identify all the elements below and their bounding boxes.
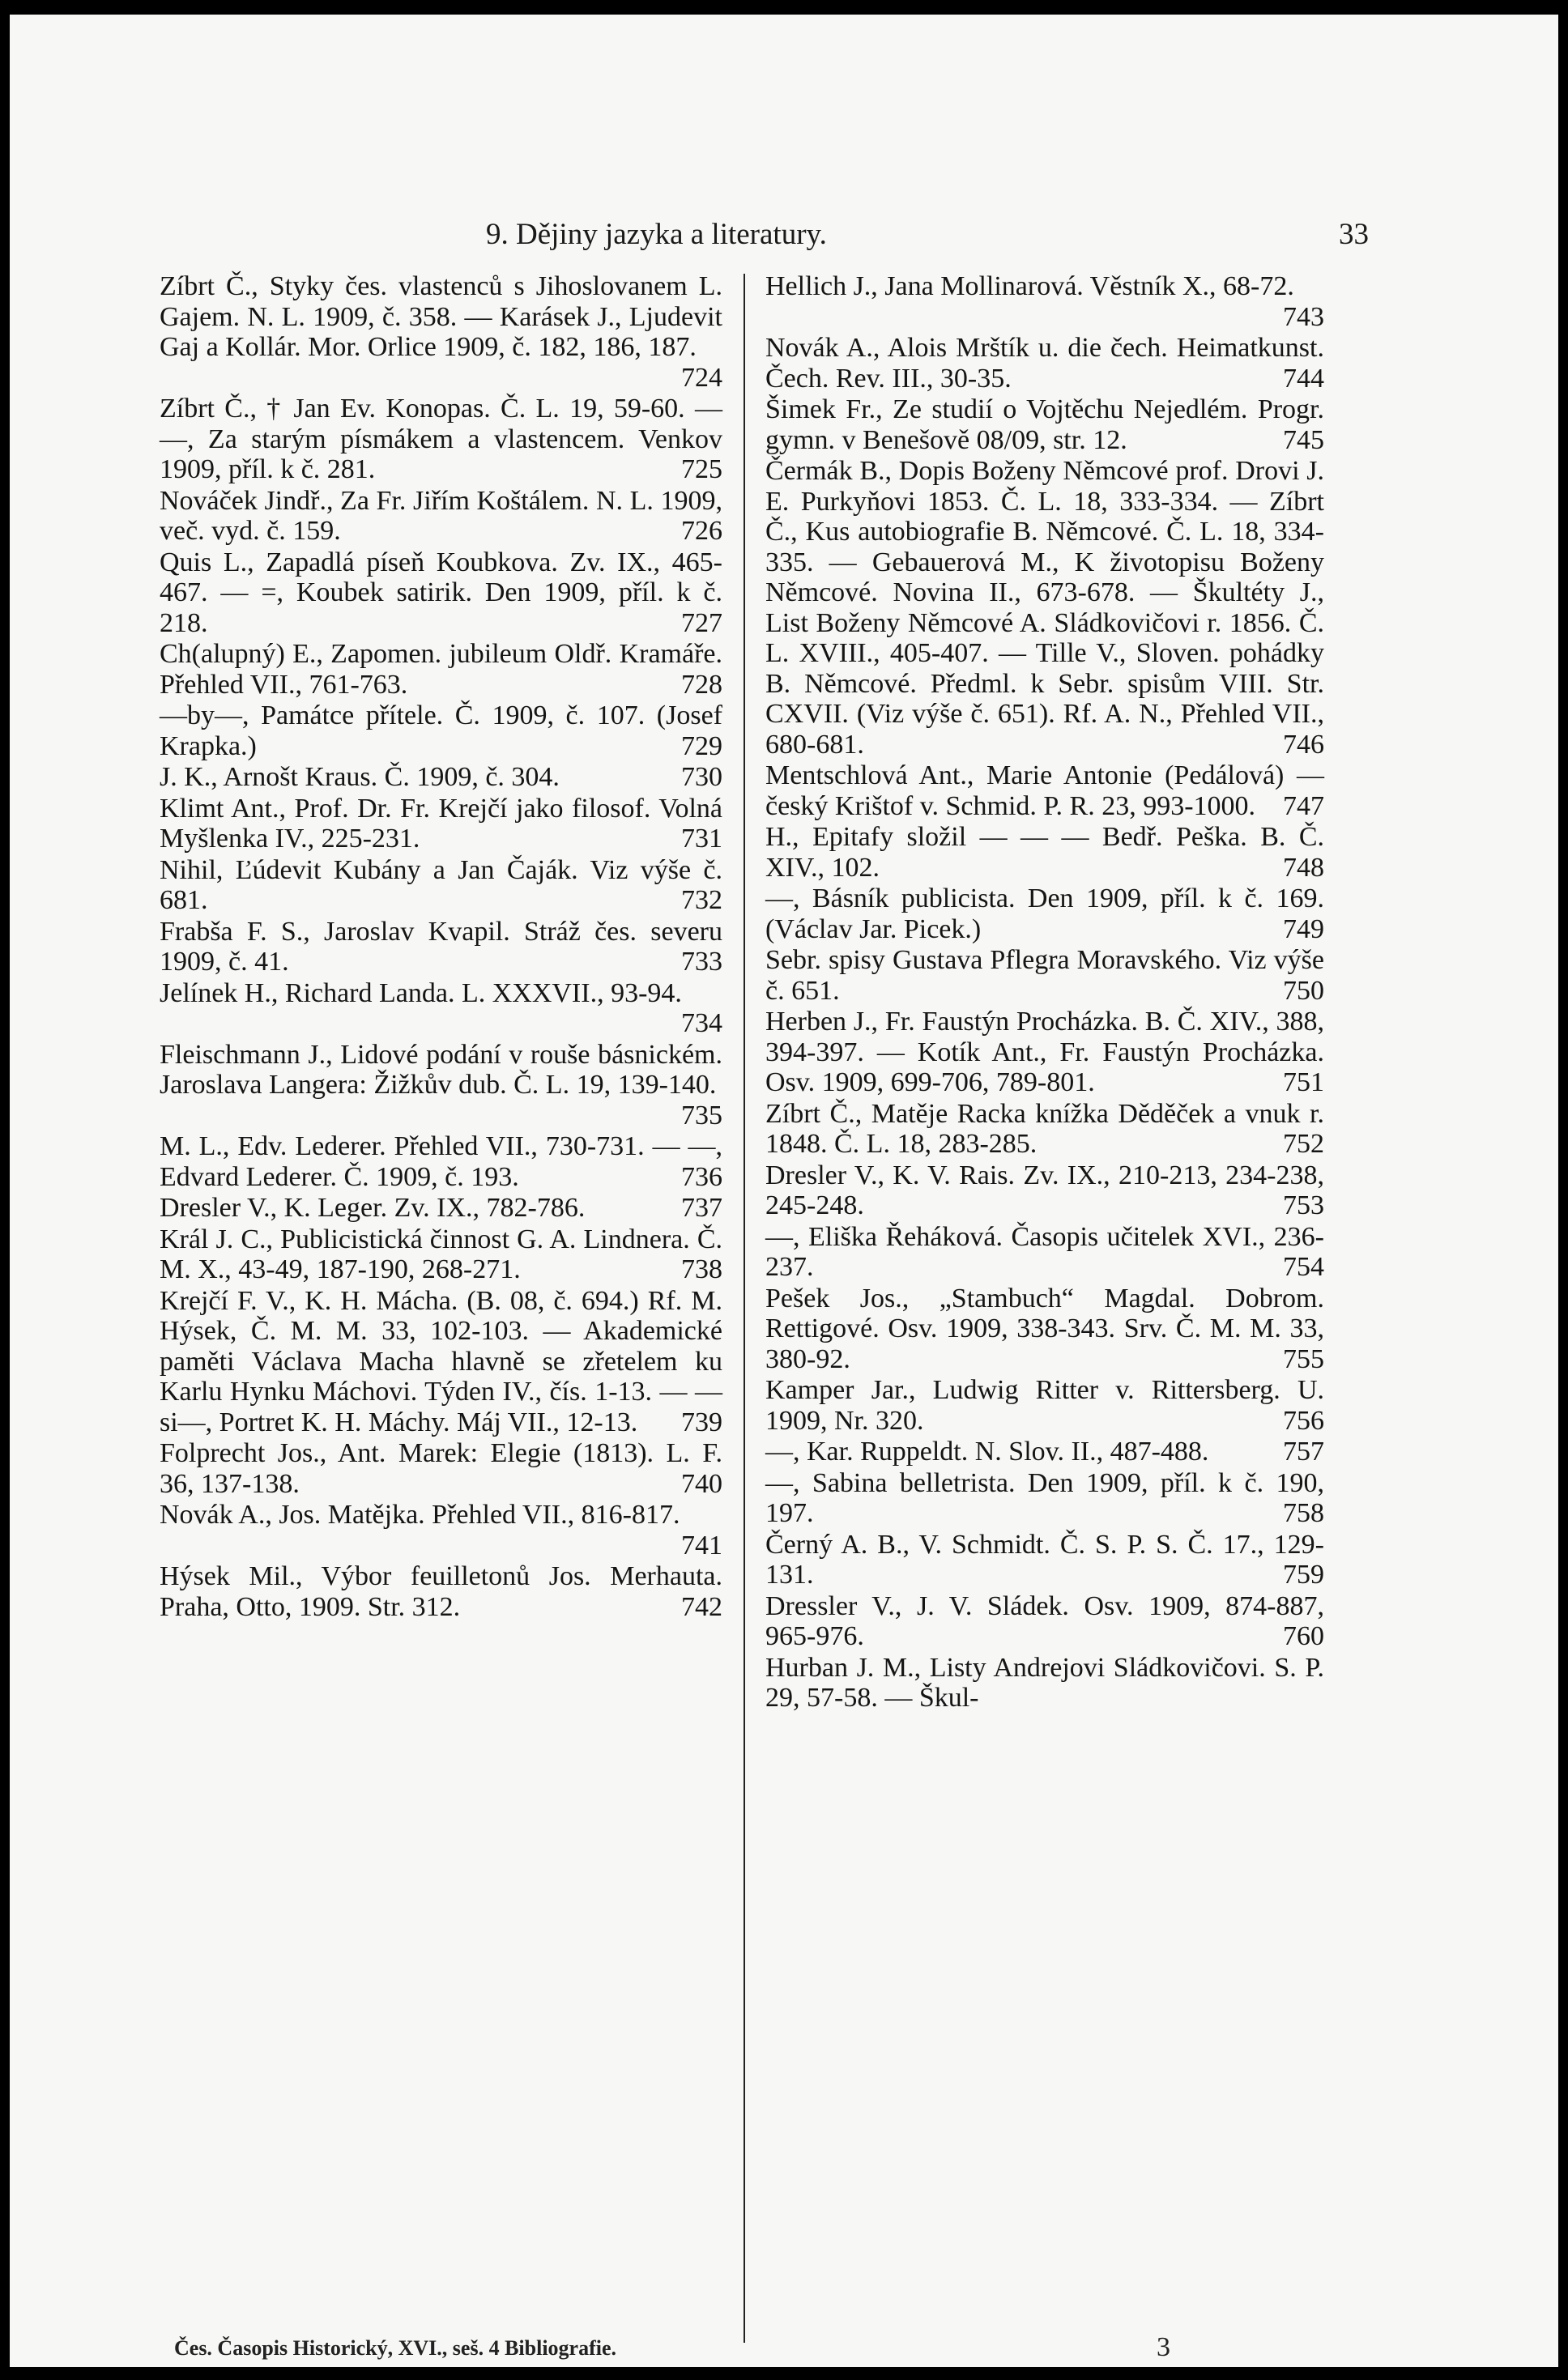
bibliography-entry [160, 1438, 722, 1499]
entry-number: 758 [1283, 1498, 1324, 1528]
entry-text: Ch(alupný) E., Zapomen. jubileum Oldř. Kramáře. Přehled VII., 761-763. [160, 639, 722, 700]
entry-number: 724 [681, 362, 722, 393]
page-number: 33 [1339, 218, 1369, 251]
entry-text: Sebr. spisy Gustava Pflegra Moravského. Viz výše č. 651. [765, 945, 1324, 1006]
entry-text: Kamper Jar., Ludwig Ritter v. Rittersberg. U. 1909, Nr. 320. [765, 1375, 1324, 1436]
bibliography-entry [160, 271, 722, 393]
entry-number: 744 [1283, 363, 1324, 394]
entry-text: M. L., Edv. Lederer. Přehled VII., 730-731. — —, Edvard Lederer. Č. 1909, č. 193. [160, 1131, 722, 1192]
entry-number: 743 [1283, 301, 1324, 332]
entry-text: Pešek Jos., „Stambuch“ Magdal. Dobrom. Rettigové. Osv. 1909, 338-343. Srv. Č. M. M. 33, 380-92. [765, 1283, 1324, 1374]
entry-text: J. K., Arnošt Kraus. Č. 1909, č. 304. [160, 762, 560, 792]
entry-number: 733 [681, 947, 722, 977]
right-column [765, 271, 1324, 1714]
bibliography-entry [160, 486, 722, 547]
entry-number: 745 [1283, 424, 1324, 455]
entry-text: Zíbrt Č., † Jan Ev. Konopas. Č. L. 19, 59-60. — —, Za starým písmákem a vlastencem. Venkov 1909, příl. k č. 281. [160, 394, 722, 484]
entry-number: 746 [1283, 729, 1324, 760]
bibliography-entry [160, 547, 722, 639]
bibliography-entry [765, 822, 1324, 883]
entry-text: Klimt Ant., Prof. Dr. Fr. Krejčí jako filosof. Volná Myšlenka IV., 225-231. [160, 793, 722, 854]
bibliography-entry [765, 883, 1324, 944]
entry-text: Nováček Jindř., Za Fr. Jiřím Koštálem. N. L. 1909, več. vyd. č. 159. [160, 485, 722, 546]
entry-text: —, Básník publicista. Den 1909, příl. k č. 169. (Václav Jar. Picek.) [765, 883, 1324, 944]
entry-text: Hýsek Mil., Výbor feuilletonů Jos. Merhauta. Praha, Otto, 1909. Str. 312. [160, 1561, 722, 1622]
bibliography-entry [765, 456, 1324, 760]
bibliography-entry [160, 978, 722, 1039]
bibliography-entry [160, 700, 722, 761]
bibliography-entry [765, 1591, 1324, 1652]
entry-text: Král J. C., Publicistická činnost G. A. Lindnera. Č. M. X., 43-49, 187-190, 268-271. [160, 1224, 722, 1284]
entry-number: 736 [681, 1161, 722, 1192]
entry-number: 727 [681, 607, 722, 638]
entry-number: 750 [1283, 975, 1324, 1006]
entry-text: Quis L., Zapadlá píseň Koubkova. Zv. IX., 465-467. — =, Koubek satirik. Den 1909, příl. k č. 218. [160, 547, 722, 638]
bibliography-entry [765, 1007, 1324, 1098]
entry-number: 730 [681, 762, 722, 792]
entry-text: Nihil, Ľúdevit Kubány a Jan Čaják. Viz výše č. 681. [160, 854, 722, 915]
bibliography-entry [765, 1160, 1324, 1221]
entry-text: Frabša F. S., Jaroslav Kvapil. Stráž čes. severu 1909, č. 41. [160, 916, 722, 977]
bibliography-entry [765, 1437, 1324, 1467]
entry-text: —, Eliška Řeháková. Časopis učitelek XVI., 236-237. [765, 1221, 1324, 1282]
entry-number: 755 [1283, 1343, 1324, 1374]
entry-number: 748 [1283, 852, 1324, 883]
entry-number: 728 [681, 669, 722, 700]
bibliography-entry [765, 945, 1324, 1006]
left-column [160, 271, 722, 1623]
entry-text: —, Sabina belletrista. Den 1909, příl. k č. 190, 197. [765, 1467, 1324, 1528]
entry-text: Zíbrt Č., Matěje Racka knížka Děděček a vnuk r. 1848. Č. L. 18, 283-285. [765, 1098, 1324, 1159]
bibliography-entry [765, 333, 1324, 394]
bibliography-entry [160, 639, 722, 700]
bibliography-entry [160, 1561, 722, 1622]
entry-number: 760 [1283, 1621, 1324, 1651]
entry-text: Dresler V., K. V. Rais. Zv. IX., 210-213, 234-238, 245-248. [765, 1160, 1324, 1220]
entry-number: 731 [681, 824, 722, 854]
entry-number: 738 [681, 1254, 722, 1284]
bibliography-entry [765, 1284, 1324, 1375]
bibliography-entry [765, 271, 1324, 332]
entry-number: 725 [681, 454, 722, 484]
entry-number: 759 [1283, 1560, 1324, 1590]
entry-text: Mentschlová Ant., Marie Antonie (Pedálová) — český Krištof v. Schmid. P. R. 23, 993-1000. [765, 760, 1324, 821]
entry-number: 757 [1283, 1437, 1324, 1467]
bibliography-entry [160, 1224, 722, 1285]
bibliography-entry [160, 855, 722, 916]
bibliography-entry [160, 794, 722, 854]
bibliography-entry [765, 1222, 1324, 1283]
entry-number: 732 [681, 885, 722, 915]
bibliography-entry [160, 1040, 722, 1131]
entry-text: Fleischmann J., Lidové podání v rouše básnickém. Jaroslava Langera: Žižkův dub. Č. L. 19, 139-140. [160, 1039, 722, 1100]
entry-number: 752 [1283, 1129, 1324, 1159]
bibliography-entry [160, 1193, 722, 1224]
entry-number: 735 [681, 1100, 722, 1130]
entry-number: 726 [681, 516, 722, 546]
entry-text: Hellich J., Jana Mollinarová. Věstník X., 68-72. [765, 271, 1294, 301]
entry-text: Jelínek H., Richard Landa. L. XXXVII., 93-94. [160, 977, 682, 1008]
entry-number: 749 [1283, 913, 1324, 944]
entry-text: Folprecht Jos., Ant. Marek: Elegie (1813). L. F. 36, 137-138. [160, 1438, 722, 1499]
entry-text: —, Kar. Ruppeldt. N. Slov. II., 487-488. [765, 1437, 1209, 1467]
entry-text: Herben J., Fr. Faustýn Procházka. B. Č. XIV., 388, 394-397. — Kotík Ant., Fr. Faustýn Procházka. Osv. 1909, 699-706, 789-801. [765, 1007, 1324, 1097]
entry-text: Novák A., Alois Mrštík u. die čech. Heimatkunst. Čech. Rev. III., 30-35. [765, 333, 1324, 394]
entry-text: Hurban J. M., Listy Andrejovi Sládkovičovi. S. P. 29, 57-58. — Škul- [765, 1652, 1324, 1713]
bibliography-entry [765, 1530, 1324, 1590]
bibliography-entry [765, 1468, 1324, 1529]
entry-number: 729 [681, 730, 722, 761]
entry-number: 740 [681, 1468, 722, 1499]
entry-text: Zíbrt Č., Styky čes. vlastenců s Jihoslovanem L. Gajem. N. L. 1909, č. 358. — Karásek J., Ljudevit Gaj a Kollár. Mor. Orlice 1909, č. 182, 186, 187. [160, 271, 722, 362]
entry-number: 747 [1283, 790, 1324, 821]
bibliography-entry [160, 1131, 722, 1192]
entry-text: Krejčí F. V., K. H. Mácha. (B. 08, č. 694.) Rf. M. Hýsek, Č. M. M. 33, 102-103. — Akademické paměti Václava Macha hlavně se zřetelem ku Karlu Hynku Máchovi. Týden IV., čís. 1-13. — —si—, Portret K. H. Máchy. Máj VII., 12-13. [160, 1285, 722, 1437]
entry-text: Dressler V., J. V. Sládek. Osv. 1909, 874-887, 965-976. [765, 1590, 1324, 1651]
running-header [162, 217, 1377, 266]
entry-number: 741 [681, 1530, 722, 1560]
bibliography-entry [160, 917, 722, 977]
entry-number: 754 [1283, 1252, 1324, 1282]
entry-number: 737 [681, 1193, 722, 1223]
entry-number: 742 [681, 1591, 722, 1622]
entry-text: Čermák B., Dopis Boženy Němcové prof. Drovi J. E. Purkyňovi 1853. Č. L. 18, 333-334. — Zíbrt Č., Kus autobiografie B. Němcové. Č. L. 18, 334-335. — Gebauerová M., K životopisu Boženy Němcové. Novina II., 673-678. — Škultéty J., List Boženy Němcové A. Sládkovičovi r. 1856. Č. L. XVIII., 405-407. — Tille V., Sloven. pohádky B. Němcové. Předml. k Sebr. spisům VIII. Str. CXVII. (Viz výše č. 651). Rf. A. N., Přehled VII., 680-681. [765, 456, 1324, 760]
column-divider [744, 274, 745, 2343]
entry-text: Šimek Fr., Ze studií o Vojtěchu Nejedlém. Progr. gymn. v Benešově 08/09, str. 12. [765, 394, 1324, 455]
section-title: 9. Dějiny jazyka a literatury. [486, 218, 827, 251]
bibliography-entry [160, 1500, 722, 1560]
entry-number: 753 [1283, 1190, 1324, 1220]
signature-mark: 3 [1157, 2332, 1170, 2362]
bibliography-entry [160, 762, 722, 793]
bibliography-entry [765, 1375, 1324, 1436]
entry-number: 751 [1283, 1067, 1324, 1097]
journal-footer: Čes. Časopis Historický, XVI., seš. 4 Bibliografie. [174, 2336, 616, 2360]
bibliography-entry [160, 1286, 722, 1438]
entry-number: 756 [1283, 1405, 1324, 1436]
bibliography-entry [765, 1099, 1324, 1160]
entry-text: Dresler V., K. Leger. Zv. IX., 782-786. [160, 1193, 586, 1223]
entry-text: Novák A., Jos. Matějka. Přehled VII., 816-817. [160, 1500, 680, 1530]
entry-text: Černý A. B., V. Schmidt. Č. S. P. S. Č. 17., 129-131. [765, 1529, 1324, 1590]
bibliography-entry [765, 760, 1324, 821]
bibliography-entry [765, 1653, 1324, 1714]
bibliography-entry [765, 394, 1324, 455]
entry-number: 734 [681, 1008, 722, 1038]
bibliography-entry [160, 394, 722, 485]
entry-text: —by—, Památce přítele. Č. 1909, č. 107. (Josef Krapka.) [160, 700, 722, 761]
entry-number: 739 [681, 1407, 722, 1437]
entry-text: H., Epitafy složil — — — Bedř. Peška. B. Č. XIV., 102. [765, 822, 1324, 883]
